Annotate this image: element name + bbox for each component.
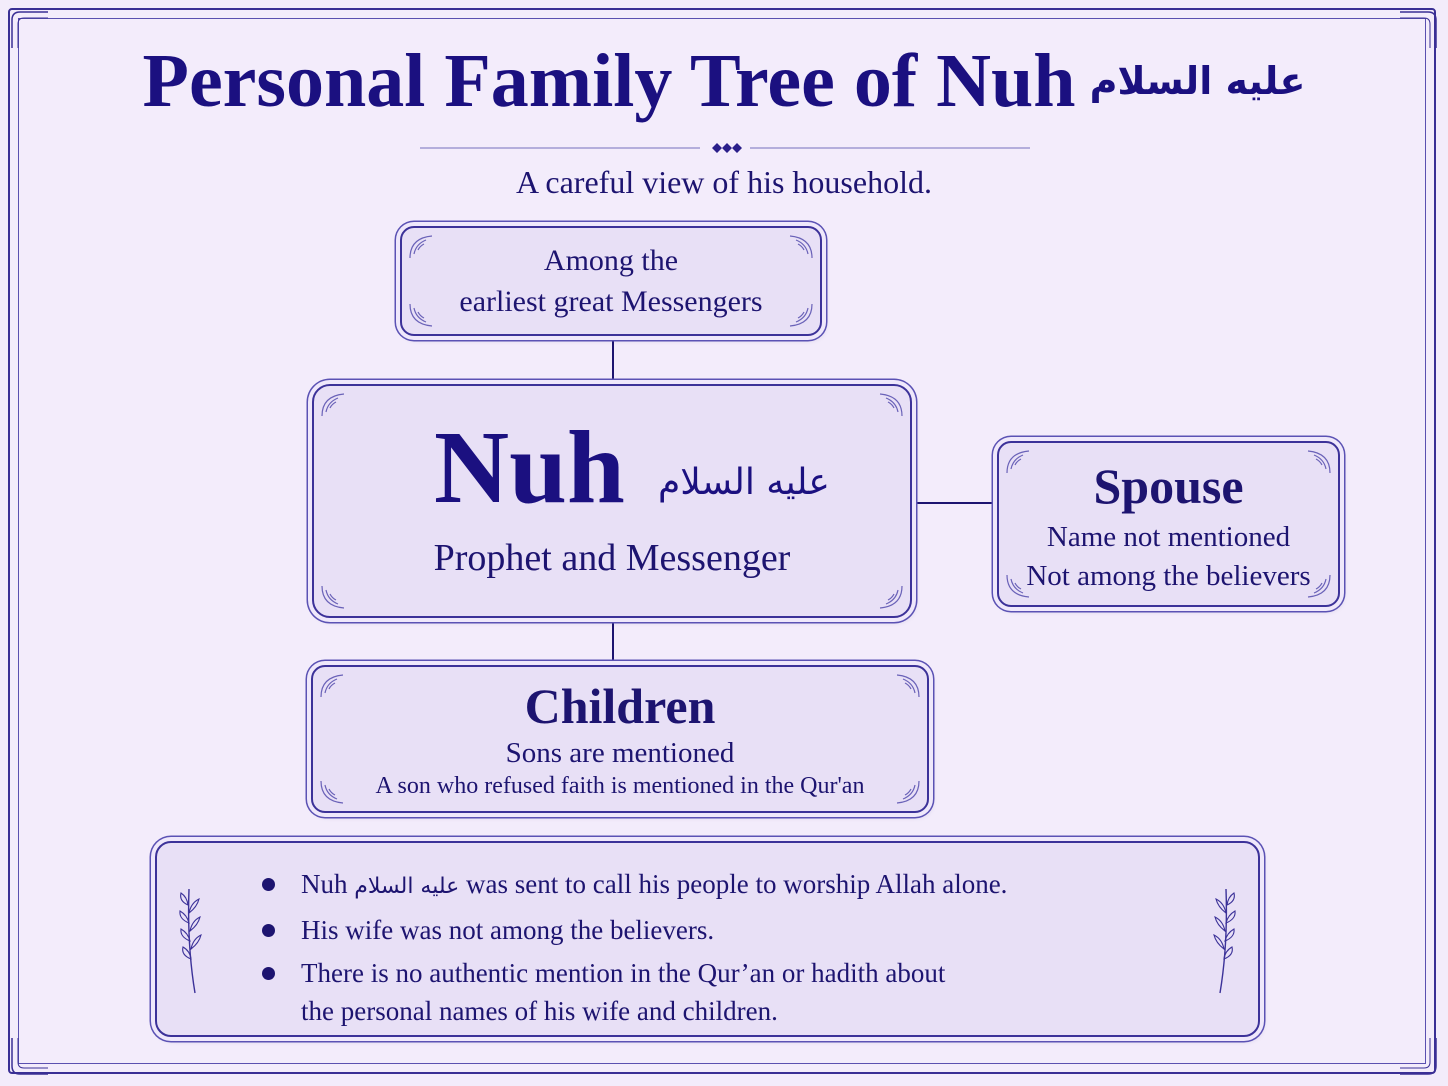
note-3-line-1: There is no authentic mention in the Qur’an or hadith about: [301, 958, 946, 988]
flourish-icon: [878, 584, 904, 610]
main-person-honorific: عليه السلام: [658, 462, 830, 503]
note-1-prefix: Nuh: [301, 869, 348, 899]
main-person-box: [312, 384, 912, 618]
note-1-honorific: عليه السلام: [354, 874, 460, 899]
spouse-line-1: Name not mentioned: [1046, 521, 1291, 553]
corner-ornament-icon: [1398, 1036, 1438, 1076]
note-2-text: His wife was not among the believers.: [301, 915, 715, 945]
spouse-line-2: Not among the believers: [1026, 560, 1311, 592]
bullet-icon: [262, 878, 275, 891]
subtitle: A careful view of his household.: [516, 164, 932, 200]
note-item: [257, 911, 1007, 949]
page-title: [0, 38, 1448, 125]
flourish-icon: [320, 392, 346, 418]
origin-line-1: Among the: [543, 244, 679, 277]
connector-origin-to-main: [612, 338, 614, 384]
notes-list: [257, 865, 1007, 1035]
children-heading: Children: [524, 678, 716, 734]
children-box: [311, 665, 929, 813]
flourish-icon: [878, 392, 904, 418]
title-divider: [420, 141, 1030, 155]
flourish-icon: [320, 584, 346, 610]
note-item: [257, 865, 1007, 906]
main-person-name: Nuh: [434, 410, 625, 525]
corner-ornament-icon: [10, 1036, 50, 1076]
bullet-icon: [262, 967, 275, 980]
spouse-heading: Spouse: [1093, 458, 1244, 514]
origin-box: [400, 226, 822, 336]
title-text: Personal Family Tree of Nuh: [142, 39, 1076, 123]
origin-line-2: earliest great Messengers: [459, 285, 763, 318]
main-person-role: Prophet and Messenger: [433, 537, 791, 579]
connector-main-to-children: [612, 620, 614, 665]
connector-main-to-spouse: [914, 502, 997, 504]
children-line-2: A son who refused faith is mentioned in the Qur'an: [375, 773, 865, 799]
note-item: [257, 954, 1007, 1030]
note-3-line-2: the personal names of his wife and children.: [301, 996, 778, 1026]
leaf-sprig-icon: [1210, 885, 1240, 997]
note-1-suffix: was sent to call his people to worship Allah alone.: [466, 869, 1008, 899]
title-honorific: عليه السلام: [1089, 59, 1306, 103]
spouse-box: [997, 441, 1340, 607]
notes-panel: [155, 841, 1260, 1037]
children-line-1: Sons are mentioned: [505, 737, 735, 769]
leaf-sprig-icon: [175, 885, 205, 997]
bullet-icon: [262, 924, 275, 937]
